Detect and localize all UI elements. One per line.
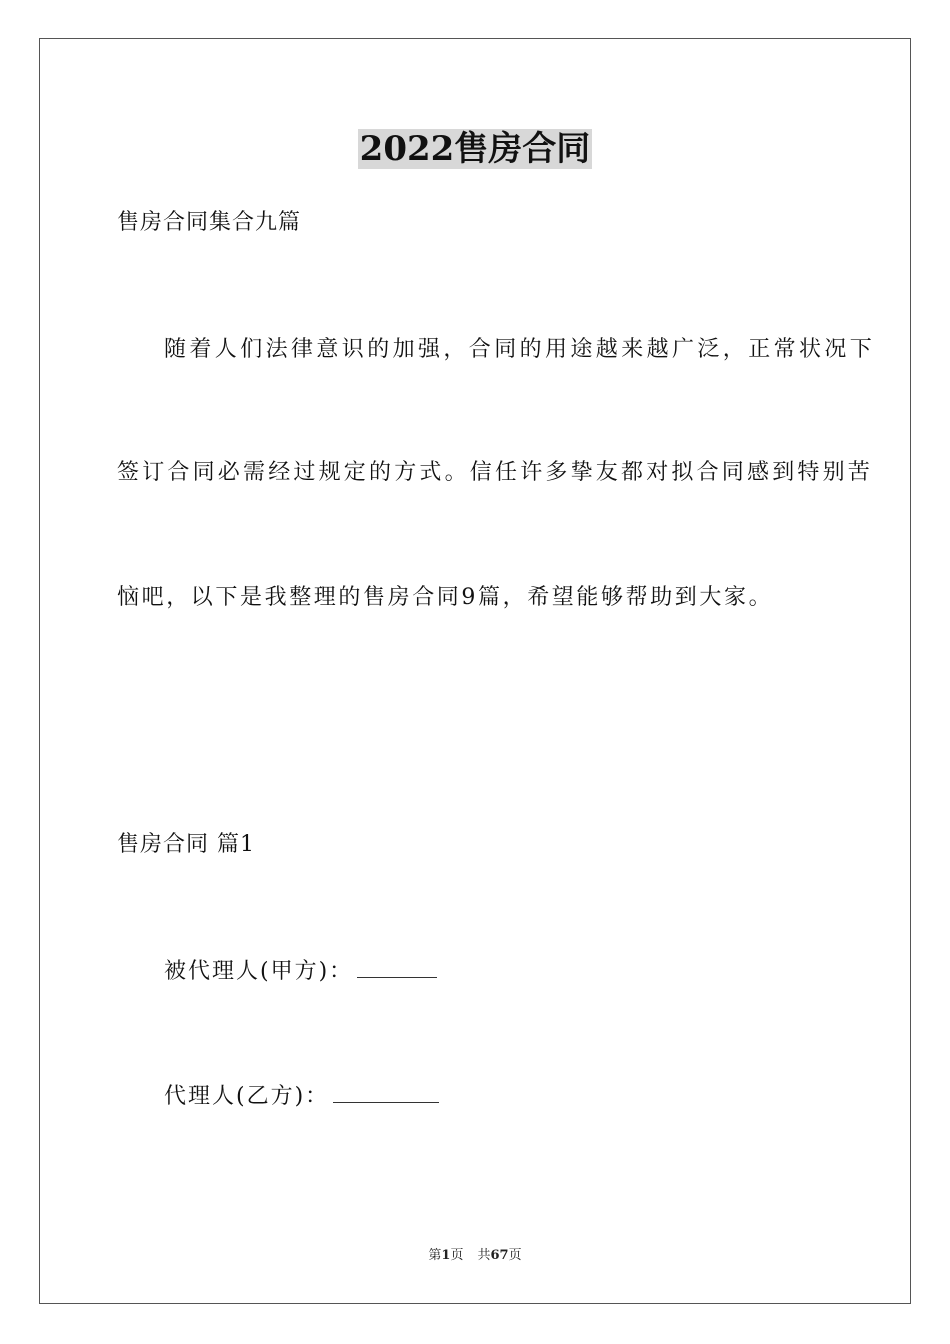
party-a-label: 被代理人(甲方)： bbox=[164, 959, 354, 984]
document-title bbox=[0, 126, 950, 172]
subtitle: 售房合同集合九篇 bbox=[117, 210, 302, 235]
paragraph-line-1: 随着人们法律意识的加强，合同的用途越来越广泛，正常状况下 bbox=[164, 337, 876, 362]
paragraph-line-3: 恼吧，以下是我整理的售房合同9篇，希望能够帮助到大家。 bbox=[117, 585, 774, 610]
paragraph-line-2: 签订合同必需经过规定的方式。信任许多挚友都对拟合同感到特别苦 bbox=[117, 460, 874, 485]
footer-page-number: 1 bbox=[441, 1248, 451, 1263]
party-a-line bbox=[164, 955, 437, 987]
footer-total-pages: 67 bbox=[490, 1248, 509, 1263]
party-a-blank bbox=[357, 955, 437, 978]
footer-page-suffix: 页 bbox=[450, 1248, 464, 1263]
title-text: 2022售房合同 bbox=[359, 129, 591, 169]
page-footer bbox=[0, 1247, 950, 1265]
footer-total-suffix: 页 bbox=[508, 1248, 522, 1263]
footer-page-prefix: 第 bbox=[428, 1248, 442, 1263]
party-b-blank bbox=[333, 1080, 439, 1103]
section-heading: 售房合同 篇1 bbox=[117, 832, 255, 857]
party-b-line bbox=[164, 1080, 439, 1112]
party-b-label: 代理人(乙方)： bbox=[164, 1084, 330, 1109]
footer-total-prefix: 共 bbox=[477, 1248, 491, 1263]
